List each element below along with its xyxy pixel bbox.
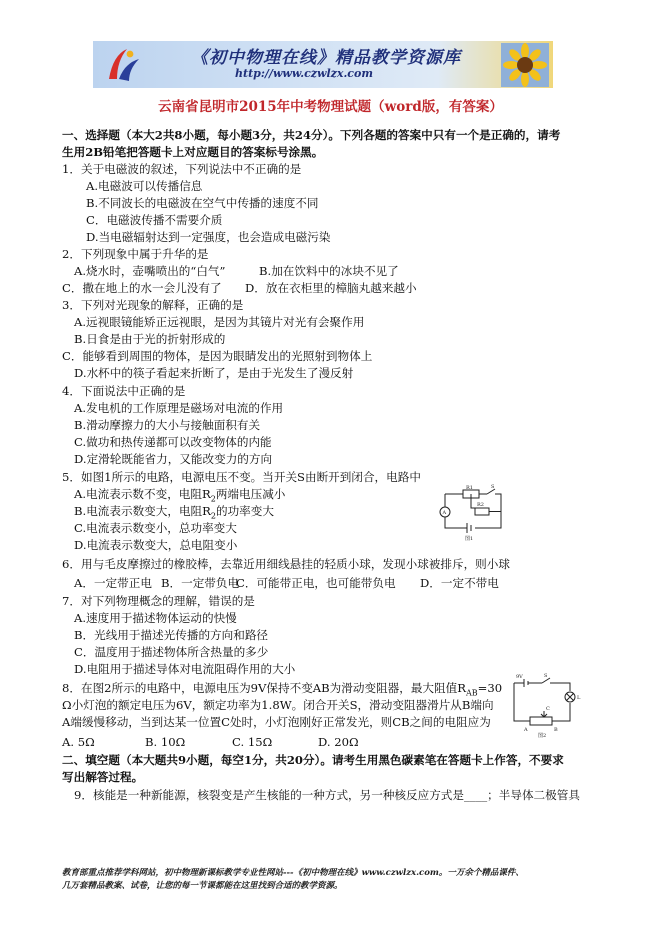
q7-stem: 7．对下列物理概念的理解，错误的是 (62, 594, 255, 608)
q2-option-d: D．放在衣柜里的樟脑丸越来越小 (245, 281, 417, 295)
q3-option-d: D.水杯中的筷子看起来折断了，是由于光发生了漫反射 (74, 366, 354, 380)
figure2-l-label: L (577, 695, 581, 701)
q7-option-a: A.速度用于描述物体运动的快慢 (74, 611, 237, 625)
banner-url: http://www.czwlzx.com (235, 67, 373, 80)
q6-option-a: A．一定带正电 (74, 576, 152, 590)
q5-option-b: B.电流表示数变大，电阻$R_2$的功率变大 (74, 504, 274, 521)
q4-option-d: D.定滑轮既能省力，又能改变力的方向 (74, 452, 273, 466)
q3-option-b: B.日食是由于光的折射形成的 (74, 332, 226, 346)
q6-option-c: C．可能带正电，也可能带负电 (236, 576, 396, 590)
footer-line1: 教育部重点推荐学科网站，初中物理新课标教学专业性网站---《初中物理在线》www.czwlzx.com。一万余个精品课件、 (62, 868, 524, 878)
q3-option-a: A.远视眼镜能矫正远视眼，是因为其镜片对光有会聚作用 (74, 315, 365, 329)
q7-option-b: B．光线用于描述光传播的方向和路径 (74, 628, 269, 642)
q6-option-d: D．一定不带电 (420, 576, 499, 590)
q8-option-a: A. 5Ω (62, 735, 95, 749)
figure1-s-label: S (491, 484, 495, 490)
banner-title: 《初中物理在线》精品教学资源库 (191, 48, 461, 68)
q5-stem: 5．如图1所示的电路，电源电压不变。当开关S由断开到闭合，电路中 (62, 470, 421, 484)
q2-option-c: C．撒在地上的水一会儿没有了 (62, 281, 222, 295)
q8-line3: A端缓慢移动，当到达某一位置C处时，小灯泡刚好正常发光，则CB之间的电阻应为 (62, 715, 491, 729)
q4-option-b: B.滑动摩擦力的大小与接触面积有关 (74, 418, 261, 432)
q7-option-c: C．温度用于描述物体所含热量的多少 (74, 645, 269, 659)
q8-option-c: C. 15Ω (232, 735, 273, 749)
sunflower-image (501, 43, 549, 87)
q6-option-b: B．一定带负电 (161, 576, 240, 590)
q5-option-d: D.电流表示数变大，总电阻变小 (74, 538, 238, 552)
figure2-c-label: C (546, 706, 550, 712)
figure1-caption: 图1 (465, 536, 474, 542)
q5-option-c: C.电流表示数变小，总功率变大 (74, 521, 237, 535)
q1-stem: 1．关于电磁波的叙述，下列说法中不正确的是 (62, 162, 302, 176)
q7-option-d: D.电阻用于描述导体对电流阻碍作用的大小 (74, 662, 296, 676)
page-title: 云南省昆明市2015年中考物理试题（word版，有答案） (158, 99, 503, 115)
q8-option-d: D. 20Ω (318, 735, 359, 749)
section1-heading-line2: 生用2B铅笔把答题卡上对应题目的答案标号涂黑。 (62, 145, 324, 159)
footer-line2: 几万套精品教案、试卷，让您的每一节课都能在这里找到合适的教学资源。 (62, 881, 343, 891)
q2-option-a: A.烧水时，壶嘴喷出的“白气” (74, 264, 226, 278)
figure1-r2-label: R2 (477, 502, 484, 508)
section2-heading-line1: 二、填空题（本大题共9小题，每空1分，共20分）。请考生用黑色碳素笔在答题卡上作答，不要求 (62, 753, 564, 767)
q1-option-a: A.电磁波可以传播信息 (86, 179, 203, 193)
q1-option-c: C．电磁波传播不需要介质 (86, 213, 223, 227)
section1-heading-line1: 一、选择题（本大2共8小题，每小题3分，共24分）。下列各题的答案中只有一个是正确的，请考 (62, 128, 561, 142)
figure1-r1-label: R1 (466, 485, 473, 491)
figure1-meter-label: A (442, 510, 447, 516)
q6-stem: 6．用与毛皮摩擦过的橡胶棒，去靠近用细线悬挂的轻质小球，发现小球被排斥，则小球 (62, 557, 510, 571)
q5-option-a: A.电流表示数不变，电阻$R_2$两端电压减小 (74, 487, 286, 504)
figure2-caption: 图2 (538, 733, 547, 739)
section2-heading-line2: 写出解答过程。 (62, 770, 144, 784)
q4-option-a: A.发电机的工作原理是磁场对电流的作用 (74, 401, 284, 415)
q3-option-c: C．能够看到周围的物体，是因为眼睛发出的光照射到物体上 (62, 349, 373, 363)
q1-option-b: B.不同波长的电磁波在空气中传播的速度不同 (86, 196, 319, 210)
q4-option-c: C.做功和热传递都可以改变物体的内能 (74, 435, 272, 449)
q4-stem: 4．下面说法中正确的是 (62, 384, 186, 398)
figure2-v-label: 9V (516, 674, 523, 680)
q8-line1: 8．在图2所示的电路中，电源电压为9V保持不变AB为滑动变阻器，最大阻值$R_{AB}=30$ (62, 681, 503, 698)
figure2-b-label: B (554, 727, 558, 733)
site-logo (103, 45, 143, 85)
header-banner (93, 41, 553, 88)
q9-line1: 9．核能是一种新能源，核裂变是产生核能的一种方式，另一种核反应方式是____；半导体二极管具 (74, 788, 580, 802)
q2-option-b: B.加在饮料中的冰块不见了 (259, 264, 399, 278)
q1-option-d: D.当电磁辐射达到一定强度，也会造成电磁污染 (86, 230, 331, 244)
q8-line2: Ω小灯泡的额定电压为6V，额定功率为1.8W。闭合开关S，滑动变阻器滑片从B端向 (62, 698, 494, 712)
circuit-figure-1 (435, 484, 507, 542)
figure2-s-label: S (544, 673, 548, 679)
circuit-figure-2 (508, 673, 586, 739)
q8-option-b: B. 10Ω (145, 735, 186, 749)
figure2-a-label: A (524, 727, 528, 733)
q2-stem: 2．下列现象中属于升华的是 (62, 247, 209, 261)
q3-stem: 3．下列对光现象的解释，正确的是 (62, 298, 244, 312)
